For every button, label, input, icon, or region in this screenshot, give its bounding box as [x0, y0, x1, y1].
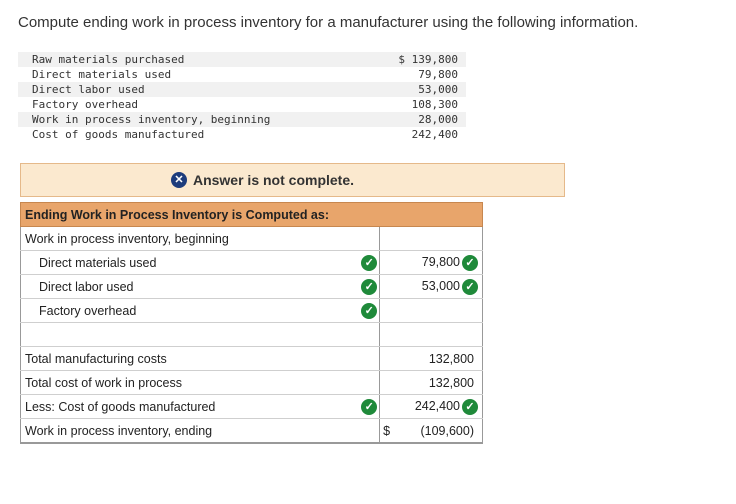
dollar-sign: $ [383, 423, 391, 438]
table-row [21, 371, 483, 395]
given-data-table [18, 52, 466, 142]
table-row [21, 395, 483, 419]
check-icon: ✓ [361, 399, 377, 415]
table-row [21, 347, 483, 371]
row-label: Total cost of work in process [25, 375, 183, 390]
table-row [21, 275, 483, 299]
row-label: Factory overhead [39, 303, 137, 318]
check-icon: ✓ [462, 399, 478, 415]
check-icon: ✓ [361, 279, 377, 295]
check-icon: ✓ [462, 255, 478, 271]
answer-table [20, 202, 483, 444]
row-label: Direct materials used [39, 255, 157, 270]
given-row: Direct materials used 79,800 [32, 68, 458, 81]
value-input[interactable]: 53,000 ✓ [380, 275, 483, 299]
row-label: Work in process inventory, beginning [25, 231, 229, 246]
check-icon: ✓ [361, 303, 377, 319]
value-input[interactable] [380, 299, 483, 323]
answer-status-text: Answer is not complete. [192, 172, 355, 188]
row-label: Work in process inventory, ending [25, 423, 213, 438]
check-icon: ✓ [361, 255, 377, 271]
value-input[interactable]: 79,800 ✓ [380, 251, 483, 275]
given-row: Factory overhead 108,300 [32, 98, 458, 111]
value-input[interactable] [380, 227, 483, 251]
label-select[interactable] [21, 251, 360, 275]
answer-status-banner [20, 163, 565, 197]
table-row [21, 299, 483, 323]
value-input[interactable]: $ (109,600) [380, 419, 483, 444]
label-select[interactable] [21, 299, 360, 323]
value-input[interactable]: 132,800 [380, 347, 483, 371]
row-label: Total manufacturing costs [25, 351, 167, 366]
value-input[interactable]: 242,400 ✓ [380, 395, 483, 419]
table-header-row [21, 203, 483, 227]
given-row: Work in process inventory, beginning 28,000 [18, 112, 466, 127]
label-select[interactable] [21, 395, 360, 419]
given-row: Direct labor used 53,000 [18, 82, 466, 97]
table-row [21, 227, 483, 251]
check-icon: ✓ [462, 279, 478, 295]
table-header: Ending Work in Process Inventory is Computed as: [21, 203, 483, 227]
table-row [21, 251, 483, 275]
x-circle-icon: ✕ [171, 172, 187, 188]
given-row: Cost of goods manufactured 242,400 [32, 128, 458, 141]
row-label: Direct labor used [39, 279, 134, 294]
value-input[interactable]: 132,800 [380, 371, 483, 395]
question-text: Compute ending work in process inventory for a manufacturer using the following information. [18, 14, 639, 31]
given-row: Raw materials purchased $ 139,800 [18, 52, 466, 67]
table-row [21, 323, 483, 347]
table-row [21, 419, 483, 444]
row-label: Less: Cost of goods manufactured [25, 399, 216, 414]
label-select[interactable] [21, 323, 360, 347]
value-input[interactable] [380, 323, 483, 347]
label-select[interactable] [21, 275, 360, 299]
